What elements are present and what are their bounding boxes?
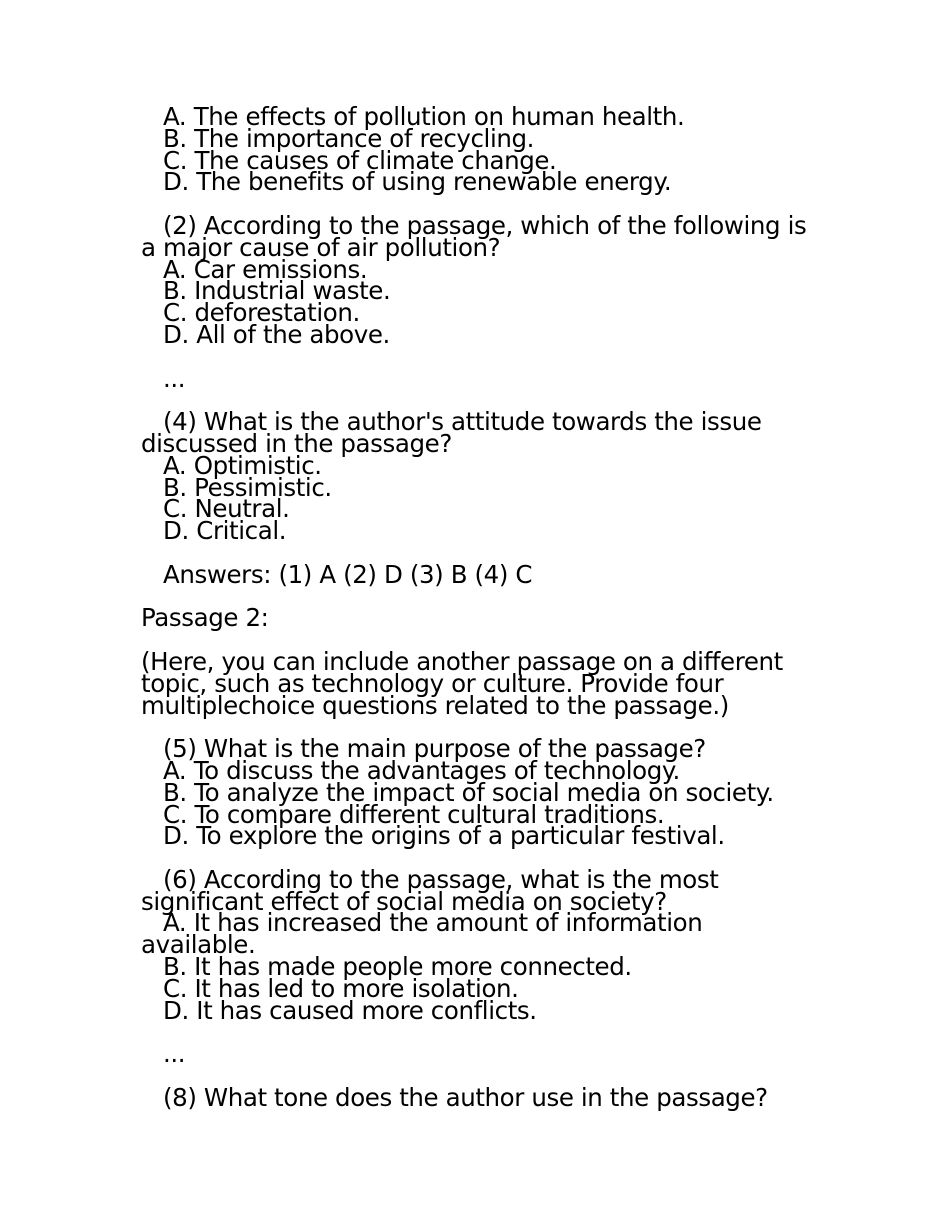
question-6 <box>141 864 821 1025</box>
option-b: B. To analyze the impact of social media on society. <box>163 777 774 807</box>
option-c: C. It has led to more isolation. <box>163 973 519 1003</box>
passage-note-line: multiplechoice questions related to the passage.) <box>141 690 729 720</box>
option-a: A. Car emissions. <box>163 254 368 284</box>
option-a: A. Optimistic. <box>163 450 322 480</box>
option-a-continued: available. <box>141 930 256 960</box>
option-c: C. To compare different cultural traditions. <box>163 799 665 829</box>
spacer <box>141 1021 821 1043</box>
option-d: D. To explore the origins of a particular festival. <box>163 821 725 851</box>
question-text: (4) What is the author's attitude towards the issue <box>163 407 762 437</box>
question-4 <box>141 407 821 546</box>
document-page <box>141 102 821 1112</box>
passage-note <box>141 646 821 720</box>
option-a: A. The effects of pollution on human health. <box>163 102 685 131</box>
passage-note-line: topic, such as technology or culture. Provide four <box>141 668 724 698</box>
option-a: A. To discuss the advantages of technology. <box>163 755 680 785</box>
ellipsis: ... <box>163 363 186 393</box>
option-d: D. All of the above. <box>163 319 390 349</box>
question-text-continued: a major cause of air pollution? <box>141 232 501 262</box>
question-1-options <box>141 102 821 197</box>
question-5 <box>141 734 821 851</box>
option-b: B. The importance of recycling. <box>163 123 535 153</box>
question-text-continued: discussed in the passage? <box>141 428 452 458</box>
question-2 <box>141 210 821 349</box>
question-text-continued: significant effect of social media on society? <box>141 886 667 916</box>
question-text: (2) According to the passage, which of the following is <box>163 210 807 240</box>
option-c: C. The causes of climate change. <box>163 145 557 175</box>
spacer <box>141 346 821 368</box>
option-d: D. The benefits of using renewable energy. <box>163 167 672 197</box>
option-c: C. deforestation. <box>163 298 360 328</box>
option-b: B. Pessimistic. <box>163 472 332 502</box>
passage-note-line: (Here, you can include another passage on a different <box>141 646 783 676</box>
option-b: B. Industrial waste. <box>163 276 391 306</box>
option-d: D. It has caused more conflicts. <box>163 995 537 1025</box>
option-c: C. Neutral. <box>163 494 290 524</box>
question-text: (6) According to the passage, what is the most <box>163 864 719 894</box>
question-8-text: (8) What tone does the author use in the passage? <box>163 1082 768 1112</box>
option-b: B. It has made people more connected. <box>163 952 632 982</box>
option-d: D. Critical. <box>163 516 287 546</box>
passage-heading: Passage 2: <box>141 603 269 633</box>
ellipsis: ... <box>163 1039 186 1069</box>
question-text: (5) What is the main purpose of the passage? <box>163 734 706 764</box>
option-a: A. It has increased the amount of information <box>163 908 703 938</box>
answer-key: Answers: (1) A (2) D (3) B (4) C <box>163 559 533 589</box>
